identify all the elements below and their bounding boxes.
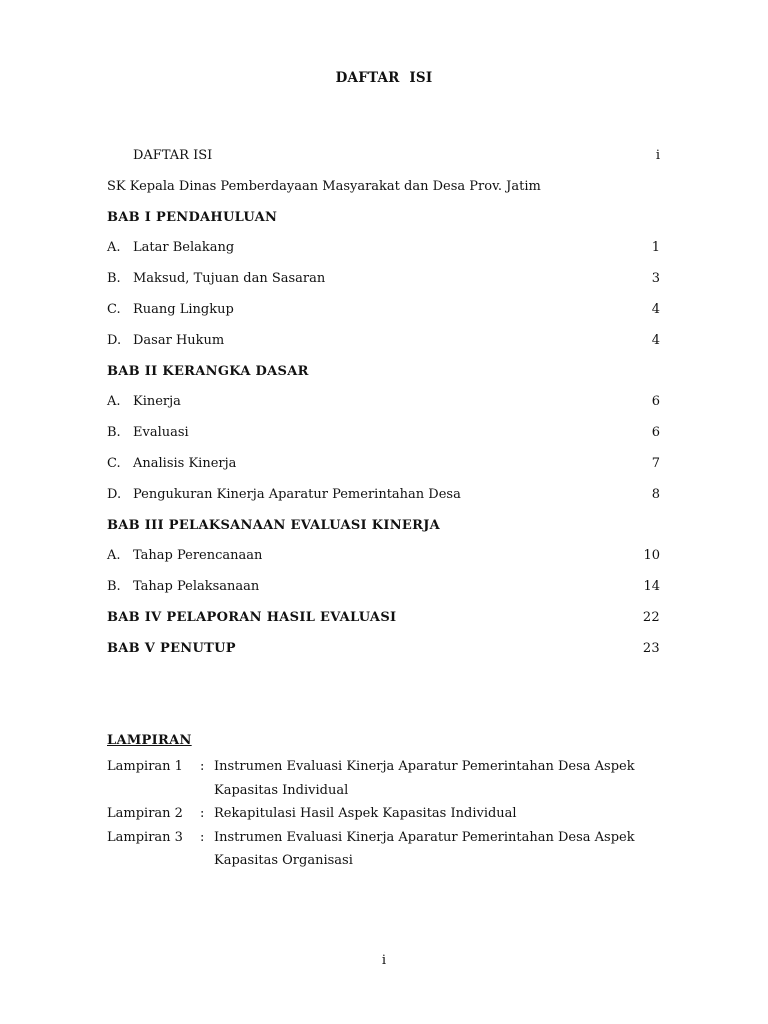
- appendix-text-continued: Kapasitas Organisasi: [214, 853, 353, 868]
- toc-letter: D.: [107, 486, 122, 502]
- page-title: DAFTAR ISI: [335, 70, 433, 86]
- toc-text: Tahap Perencanaan: [133, 548, 263, 564]
- appendix-text: Instrumen Evaluasi Kinerja Aparatur Pemerintahan Desa Aspek: [214, 829, 635, 845]
- appendix-colon: :: [200, 829, 205, 845]
- appendix-heading: LAMPIRAN: [107, 733, 192, 748]
- appendix-label: Lampiran 2: [107, 806, 183, 821]
- appendix-section: [107, 731, 747, 873]
- toc-letter: C.: [107, 455, 121, 471]
- toc-letter: A.: [107, 240, 121, 256]
- toc-row[interactable]: [107, 392, 660, 423]
- toc-page: 14: [643, 579, 660, 595]
- toc-text: Maksud, Tujuan dan Sasaran: [133, 271, 326, 287]
- toc-row[interactable]: [107, 454, 660, 485]
- toc-row[interactable]: [107, 177, 660, 208]
- toc-row[interactable]: [107, 423, 660, 454]
- appendix-text: Instrumen Evaluasi Kinerja Aparatur Pemerintahan Desa Aspek: [214, 759, 635, 774]
- toc-letter: A.: [107, 394, 121, 410]
- toc-letter: A.: [107, 548, 121, 564]
- appendix-label: Lampiran 3: [107, 829, 183, 845]
- toc-text: Evaluasi: [133, 425, 189, 441]
- toc-text: Analisis Kinerja: [133, 455, 237, 471]
- toc-text: BAB I PENDAHULUAN: [107, 209, 278, 225]
- toc-page: 1: [651, 240, 660, 256]
- appendix-colon: :: [200, 759, 205, 774]
- toc-text: Pengukuran Kinerja Aparatur Pemerintahan Desa: [133, 486, 461, 502]
- appendix-colon: :: [200, 806, 205, 821]
- toc-row[interactable]: [107, 331, 660, 362]
- toc-letter: B.: [107, 271, 121, 287]
- page-number: i: [381, 953, 387, 968]
- toc-text: BAB III PELAKSANAAN EVALUASI KINERJA: [107, 517, 441, 533]
- toc-letter: B.: [107, 425, 121, 441]
- toc-page: i: [655, 148, 660, 163]
- toc-text: Latar Belakang: [133, 240, 235, 256]
- toc-chapter-heading[interactable]: [107, 608, 660, 639]
- toc-page: 10: [643, 548, 660, 564]
- toc-text: DAFTAR ISI: [133, 148, 213, 163]
- toc-page: 6: [651, 394, 660, 410]
- toc-row[interactable]: [107, 146, 660, 177]
- toc-row[interactable]: [107, 269, 660, 300]
- toc-page: 4: [651, 301, 660, 317]
- toc-text: Kinerja: [133, 394, 181, 410]
- appendix-item[interactable]: [107, 826, 747, 873]
- toc-letter: D.: [107, 332, 122, 348]
- toc-letter: B.: [107, 579, 121, 595]
- appendix-item[interactable]: [107, 755, 747, 802]
- toc-text: BAB IV PELAPORAN HASIL EVALUASI: [107, 609, 397, 625]
- appendix-label: Lampiran 1: [107, 759, 183, 774]
- toc-row[interactable]: [107, 238, 660, 269]
- appendix-text-continued: Kapasitas Individual: [214, 782, 349, 798]
- toc-row[interactable]: [107, 577, 660, 608]
- table-of-contents: [107, 146, 660, 670]
- toc-page: 6: [651, 425, 660, 441]
- toc-chapter-heading[interactable]: [107, 639, 660, 670]
- toc-chapter-heading[interactable]: [107, 516, 660, 547]
- toc-page: 23: [642, 640, 660, 656]
- toc-row[interactable]: [107, 300, 660, 331]
- toc-page: 7: [651, 455, 660, 471]
- toc-row[interactable]: [107, 485, 660, 516]
- toc-text: SK Kepala Dinas Pemberdayaan Masyarakat dan Desa Prov. Jatim: [107, 178, 541, 194]
- toc-text: Tahap Pelaksanaan: [133, 579, 260, 595]
- toc-letter: C.: [107, 301, 121, 317]
- toc-text: BAB V PENUTUP: [107, 640, 236, 656]
- toc-text: Ruang Lingkup: [133, 301, 234, 317]
- toc-row[interactable]: [107, 546, 660, 577]
- toc-page: 22: [642, 609, 660, 625]
- toc-chapter-heading[interactable]: [107, 362, 660, 393]
- toc-page: 4: [651, 332, 660, 348]
- toc-chapter-heading[interactable]: [107, 208, 660, 239]
- toc-page: 8: [651, 486, 660, 502]
- toc-text: BAB II KERANGKA DASAR: [107, 363, 309, 379]
- appendix-text: Rekapitulasi Hasil Aspek Kapasitas Individual: [214, 806, 517, 821]
- appendix-item[interactable]: [107, 802, 747, 826]
- toc-page: 3: [651, 271, 660, 287]
- toc-text: Dasar Hukum: [133, 332, 225, 348]
